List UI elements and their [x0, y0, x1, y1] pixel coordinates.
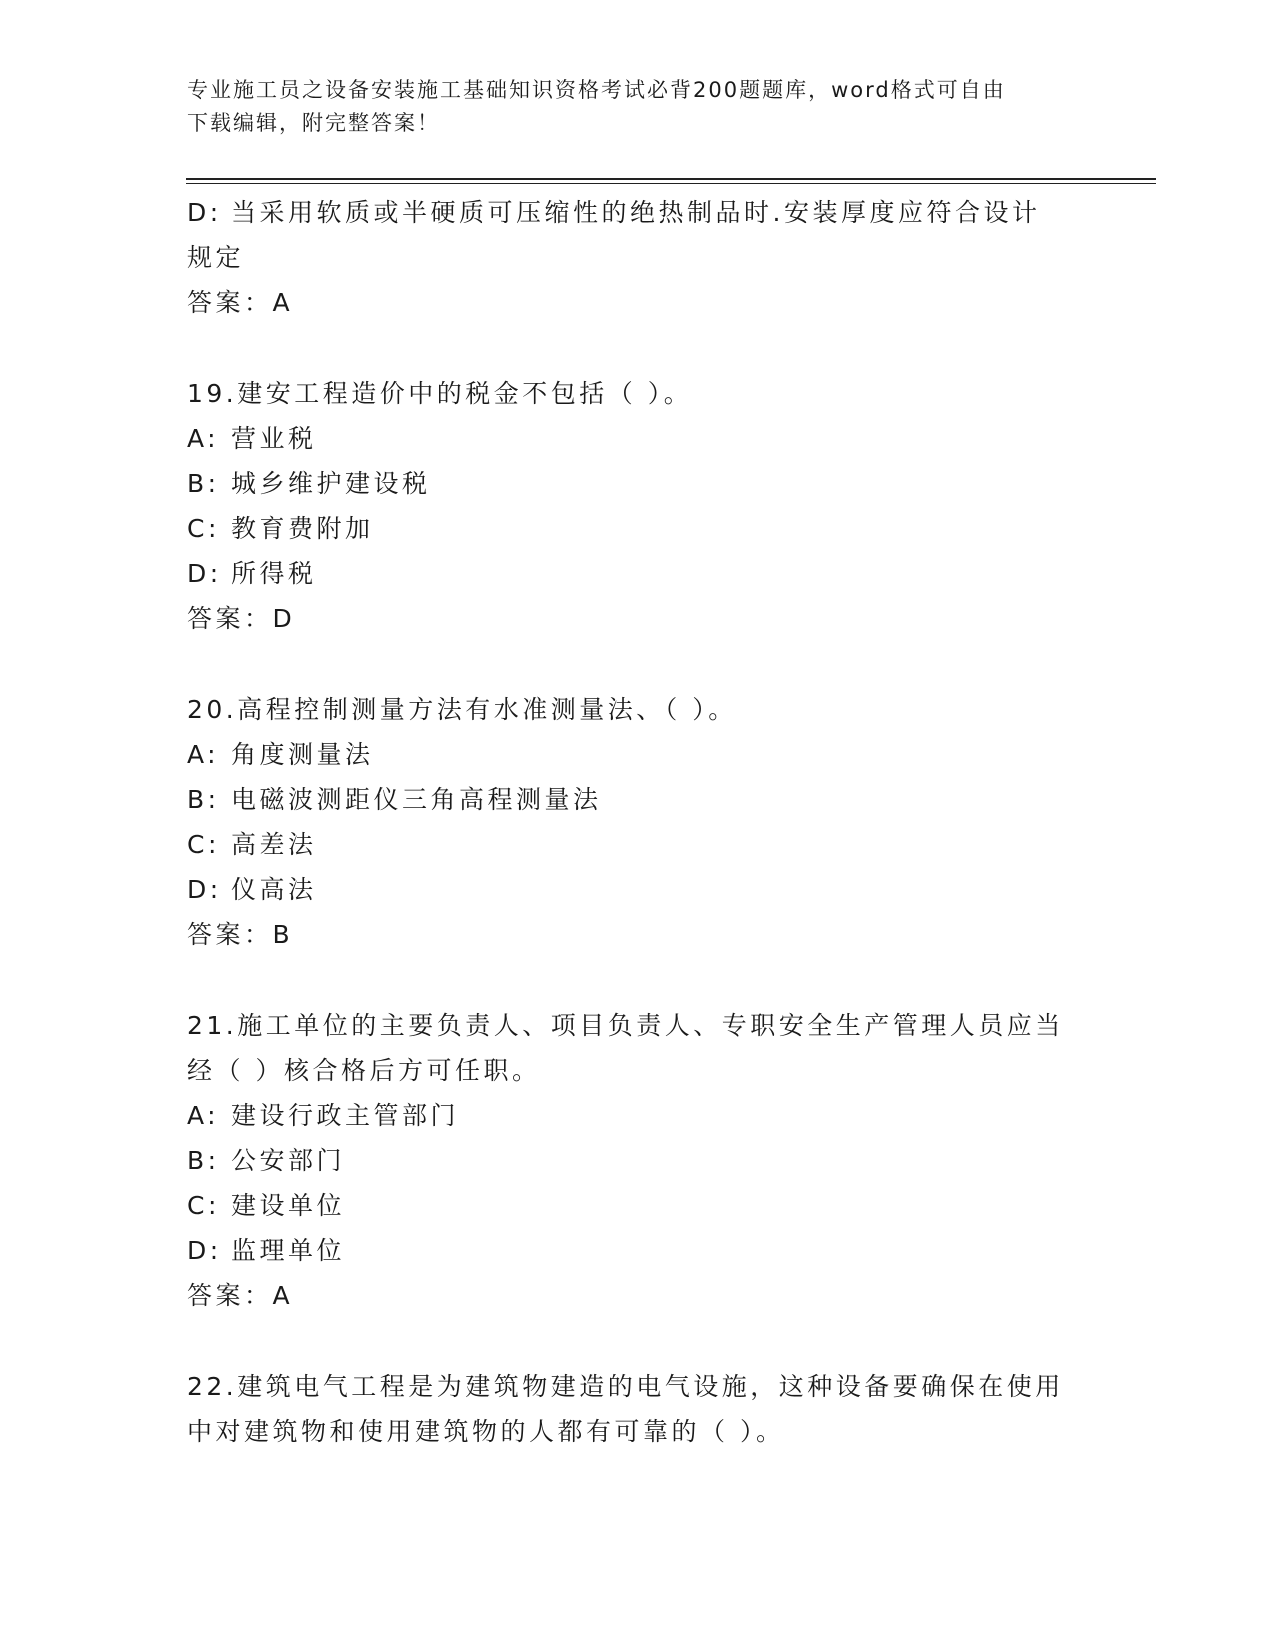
answer-line [187, 280, 1087, 325]
header-divider [186, 178, 1156, 184]
option-label: D: [187, 1236, 222, 1265]
option-label: C: [187, 830, 220, 859]
option-label: C: [187, 514, 220, 543]
answer-label: 答案： [187, 920, 273, 949]
document-body [187, 190, 1087, 1454]
option-text: 角度测量法 [231, 740, 374, 769]
option-text: 建设单位 [231, 1191, 346, 1220]
answer-value: D [272, 604, 293, 633]
header-title-line-1: 专业施工员之设备安装施工基础知识资格考试必背200题题库，word格式可自由 [187, 78, 1006, 102]
option-d [187, 551, 1087, 596]
option-c [187, 1183, 1087, 1228]
option-text: 建设行政主管部门 [231, 1101, 460, 1130]
question-stem: 21.施工单位的主要负责人、项目负责人、专职安全生产管理人员应当 [187, 1011, 1064, 1040]
question-stem-continuation: 中对建筑物和使用建筑物的人都有可靠的（ ）。 [187, 1417, 785, 1446]
question-spacer [187, 957, 1087, 1003]
question-spacer [187, 641, 1087, 687]
option-d [187, 867, 1087, 912]
option-text: 仪高法 [231, 875, 317, 904]
option-d [187, 190, 1087, 235]
option-label: C: [187, 1191, 220, 1220]
option-label: A: [187, 740, 220, 769]
option-label: D: [187, 559, 222, 588]
question-spacer [187, 325, 1087, 371]
answer-label: 答案： [187, 288, 273, 317]
question-stem: 19.建安工程造价中的税金不包括（ ）。 [187, 379, 693, 408]
answer-label: 答案： [187, 604, 273, 633]
option-text: 电磁波测距仪三角高程测量法 [231, 785, 602, 814]
answer-value: B [272, 920, 291, 949]
question-stem: 22.建筑电气工程是为建筑物建造的电气设施，这种设备要确保在使用 [187, 1372, 1064, 1401]
option-text: 公安部门 [231, 1146, 346, 1175]
option-d [187, 1228, 1087, 1273]
option-c [187, 506, 1087, 551]
answer-line [187, 1273, 1087, 1318]
answer-value: A [272, 1281, 291, 1310]
option-b [187, 461, 1087, 506]
option-text: 城乡维护建设税 [231, 469, 431, 498]
option-text: 监理单位 [231, 1236, 346, 1265]
question-stem-continuation: 经（ ）核合格后方可任职。 [187, 1056, 541, 1085]
option-label: B: [187, 1146, 220, 1175]
answer-line [187, 912, 1087, 957]
option-label: D: [187, 875, 222, 904]
option-text: 所得税 [231, 559, 317, 588]
option-label: D: [187, 198, 222, 227]
option-label: A: [187, 1101, 220, 1130]
option-text: 教育费附加 [231, 514, 374, 543]
answer-line [187, 596, 1087, 641]
option-a [187, 1093, 1087, 1138]
option-c [187, 822, 1087, 867]
option-b [187, 1138, 1087, 1183]
question-stem: 20.高程控制测量方法有水准测量法、（ ）。 [187, 695, 737, 724]
option-b [187, 777, 1087, 822]
option-text: 当采用软质或半硬质可压缩性的绝热制品时.安装厚度应符合设计 [231, 198, 1041, 227]
option-text: 营业税 [231, 424, 317, 453]
option-a [187, 732, 1087, 777]
option-text-continuation: 规定 [187, 243, 245, 272]
document-header [187, 74, 1067, 140]
header-title-line-2: 下载编辑，附完整答案！ [187, 111, 440, 135]
question-spacer [187, 1318, 1087, 1364]
option-label: B: [187, 469, 220, 498]
option-text: 高差法 [231, 830, 317, 859]
option-a [187, 416, 1087, 461]
option-label: B: [187, 785, 220, 814]
answer-label: 答案： [187, 1281, 273, 1310]
answer-value: A [272, 288, 291, 317]
option-label: A: [187, 424, 220, 453]
